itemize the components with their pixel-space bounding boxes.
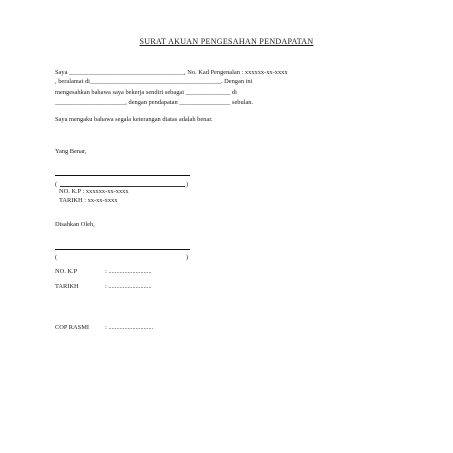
- signer-tarikh: TARIKH : xx-xx-xxxx: [59, 197, 118, 204]
- verifier-label: Disahkan Oleh,: [55, 221, 95, 228]
- signer-closing: Yang Benar,: [55, 148, 87, 155]
- verifier-nokp-label: NO. K.P: [55, 268, 78, 275]
- paragraph-line-2: , beralamat di_________________________________________. Dengan ini: [55, 78, 253, 85]
- cop-rasmi-value: : ............................: [105, 324, 154, 331]
- signer-signature-line: [55, 175, 190, 176]
- cop-rasmi-label: COP RASMI: [55, 324, 90, 331]
- paragraph-line-3: mengesahkan bahawa saya bekerja sendiri sebagai ______________ di: [55, 89, 237, 96]
- verifier-paren-open: (: [55, 254, 58, 261]
- verifier-tarikh-label: TARIKH: [55, 283, 79, 290]
- document-title: SURAT AKUAN PENGESAHAN PENDAPATAN: [139, 37, 314, 46]
- verifier-nokp-value: : ...........................: [105, 268, 152, 275]
- paragraph-line-4: ______________________, dengan pendapatan ________________ sebulan.: [55, 99, 254, 106]
- signer-paren-close: ): [186, 181, 189, 188]
- verifier-paren-close: ): [186, 254, 189, 261]
- declaration-text: Saya mengaku bahawa segala keterangan diatas adalah benar.: [55, 116, 213, 123]
- verifier-tarikh-value: : ...........................: [105, 283, 152, 290]
- signer-nokp: NO. K.P : xxxxxx-xx-xxxx: [59, 188, 129, 195]
- paragraph-line-1: Saya ____________________________________, No. Kad Pengenalan : xxxxxx-xx-xxxx: [55, 69, 288, 76]
- signer-paren-open: (: [55, 181, 58, 188]
- signer-name-line: [60, 186, 185, 187]
- verifier-signature-line: [55, 249, 190, 250]
